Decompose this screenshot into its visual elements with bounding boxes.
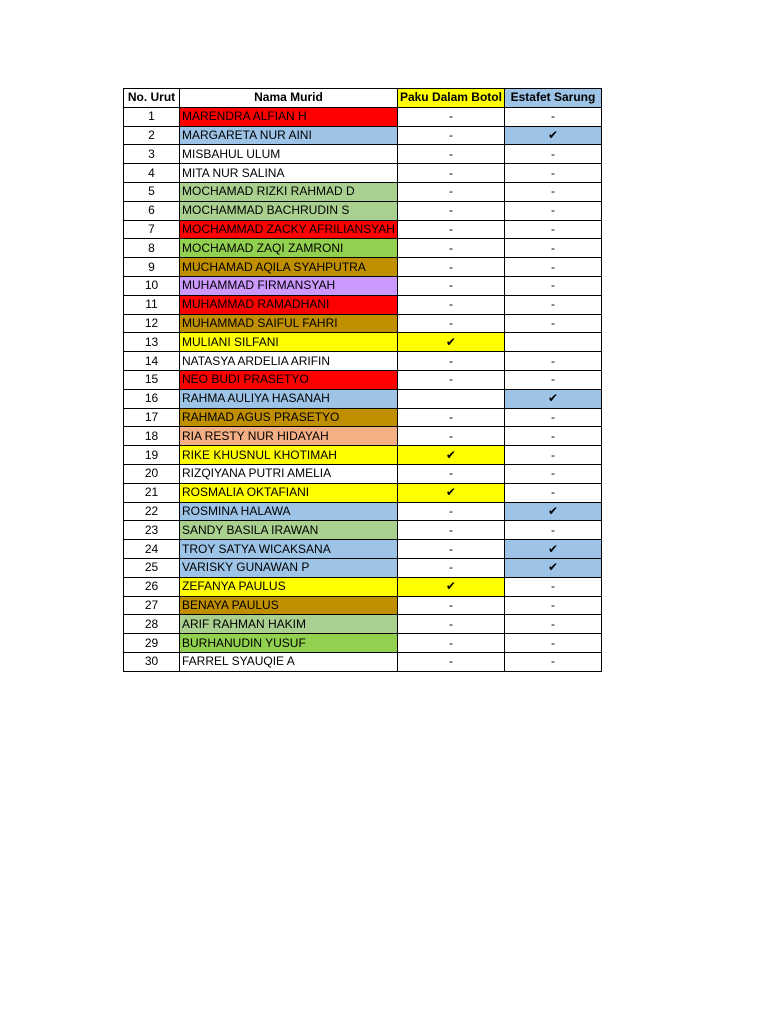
table-row [124, 502, 602, 521]
paku-dalam-botol-cell[interactable]: - [397, 314, 504, 333]
table-row [124, 164, 602, 183]
student-table [123, 88, 602, 672]
paku-dalam-botol-cell[interactable]: - [397, 258, 504, 277]
student-name-cell[interactable]: MUHAMMAD FIRMANSYAH [180, 276, 398, 295]
table-row [124, 464, 602, 483]
row-number-cell[interactable]: 19 [124, 446, 180, 465]
estafet-sarung-cell[interactable]: - [504, 483, 601, 502]
row-number-cell[interactable]: 5 [124, 182, 180, 201]
student-name-cell[interactable]: MISBAHUL ULUM [180, 145, 398, 164]
paku-dalam-botol-cell[interactable]: - [397, 521, 504, 540]
row-number-cell[interactable]: 6 [124, 201, 180, 220]
student-name-cell[interactable]: MARGARETA NUR AINI [180, 126, 398, 145]
paku-dalam-botol-cell[interactable]: - [397, 164, 504, 183]
table-row [124, 201, 602, 220]
estafet-sarung-cell[interactable]: - [504, 295, 601, 314]
row-number-cell[interactable]: 23 [124, 521, 180, 540]
estafet-sarung-cell[interactable]: - [504, 107, 601, 126]
paku-dalam-botol-cell[interactable]: - [397, 352, 504, 371]
row-number-cell[interactable]: 9 [124, 258, 180, 277]
paku-dalam-botol-cell[interactable]: ✔ [397, 483, 504, 502]
estafet-sarung-cell[interactable]: - [504, 652, 601, 671]
table-row [124, 558, 602, 577]
student-name-cell[interactable]: RIKE KHUSNUL KHOTIMAH [180, 446, 398, 465]
student-name-cell[interactable]: NATASYA ARDELIA ARIFIN [180, 352, 398, 371]
student-name-cell[interactable]: ZEFANYA PAULUS [180, 577, 398, 596]
estafet-sarung-cell[interactable]: - [504, 408, 601, 427]
paku-dalam-botol-cell[interactable]: ✔ [397, 446, 504, 465]
table-row [124, 652, 602, 671]
table-row [124, 483, 602, 502]
header-estafet-sarung[interactable]: Estafet Sarung [504, 89, 601, 108]
paku-dalam-botol-cell[interactable]: - [397, 558, 504, 577]
paku-dalam-botol-cell[interactable]: - [397, 220, 504, 239]
table-row [124, 220, 602, 239]
row-number-cell[interactable]: 22 [124, 502, 180, 521]
estafet-sarung-cell[interactable]: - [504, 596, 601, 615]
student-name-cell[interactable]: RIA RESTY NUR HIDAYAH [180, 427, 398, 446]
paku-dalam-botol-cell[interactable]: - [397, 107, 504, 126]
row-number-cell[interactable]: 28 [124, 615, 180, 634]
student-name-cell[interactable]: BENAYA PAULUS [180, 596, 398, 615]
student-name-cell[interactable]: MULIANI SILFANI [180, 333, 398, 352]
row-number-cell[interactable]: 25 [124, 558, 180, 577]
estafet-sarung-cell[interactable]: - [504, 182, 601, 201]
row-number-cell[interactable]: 10 [124, 276, 180, 295]
table-row [124, 352, 602, 371]
paku-dalam-botol-cell[interactable]: - [397, 126, 504, 145]
estafet-sarung-cell[interactable]: - [504, 615, 601, 634]
student-name-cell[interactable]: NEO BUDI PRASETYO [180, 370, 398, 389]
student-name-cell[interactable]: MUHAMMAD SAIFUL FAHRI [180, 314, 398, 333]
estafet-sarung-cell[interactable] [504, 333, 601, 352]
student-name-cell[interactable]: MOCHAMMAD BACHRUDIN S [180, 201, 398, 220]
student-name-cell[interactable]: MITA NUR SALINA [180, 164, 398, 183]
table-row [124, 276, 602, 295]
paku-dalam-botol-cell[interactable]: - [397, 201, 504, 220]
row-number-cell[interactable]: 4 [124, 164, 180, 183]
row-number-cell[interactable]: 26 [124, 577, 180, 596]
student-name-cell[interactable]: VARISKY GUNAWAN P [180, 558, 398, 577]
paku-dalam-botol-cell[interactable]: - [397, 540, 504, 559]
row-number-cell[interactable]: 1 [124, 107, 180, 126]
row-number-cell[interactable]: 24 [124, 540, 180, 559]
row-number-cell[interactable]: 11 [124, 295, 180, 314]
estafet-sarung-cell[interactable]: - [504, 201, 601, 220]
student-name-cell[interactable]: MOCHAMAD RIZKI RAHMAD D [180, 182, 398, 201]
table-row [124, 126, 602, 145]
table-row [124, 145, 602, 164]
estafet-sarung-cell[interactable]: - [504, 577, 601, 596]
table-row [124, 182, 602, 201]
student-name-cell[interactable]: ROSMINA HALAWA [180, 502, 398, 521]
estafet-sarung-cell[interactable]: ✔ [504, 502, 601, 521]
row-number-cell[interactable]: 2 [124, 126, 180, 145]
paku-dalam-botol-cell[interactable]: - [397, 239, 504, 258]
table-row [124, 408, 602, 427]
estafet-sarung-cell[interactable]: - [504, 314, 601, 333]
row-number-cell[interactable]: 3 [124, 145, 180, 164]
table-row [124, 389, 602, 408]
paku-dalam-botol-cell[interactable]: - [397, 145, 504, 164]
header-paku-dalam-botol[interactable]: Paku Dalam Botol [397, 89, 504, 108]
estafet-sarung-cell[interactable]: ✔ [504, 389, 601, 408]
row-number-cell[interactable]: 27 [124, 596, 180, 615]
row-number-cell[interactable]: 17 [124, 408, 180, 427]
header-nama-murid[interactable]: Nama Murid [180, 89, 398, 108]
table-row [124, 314, 602, 333]
table-row [124, 577, 602, 596]
table-row [124, 107, 602, 126]
student-name-cell[interactable]: MARENDRA ALFIAN H [180, 107, 398, 126]
estafet-sarung-cell[interactable]: - [504, 634, 601, 653]
student-name-cell[interactable]: SANDY BASILA IRAWAN [180, 521, 398, 540]
estafet-sarung-cell[interactable]: ✔ [504, 126, 601, 145]
student-name-cell[interactable]: MUHAMMAD RAMADHANI [180, 295, 398, 314]
paku-dalam-botol-cell[interactable]: - [397, 652, 504, 671]
estafet-sarung-cell[interactable]: ✔ [504, 540, 601, 559]
header-no-urut[interactable]: No. Urut [124, 89, 180, 108]
estafet-sarung-cell[interactable]: - [504, 258, 601, 277]
table-row [124, 427, 602, 446]
paku-dalam-botol-cell[interactable]: - [397, 295, 504, 314]
paku-dalam-botol-cell[interactable]: - [397, 370, 504, 389]
row-number-cell[interactable]: 13 [124, 333, 180, 352]
estafet-sarung-cell[interactable]: - [504, 427, 601, 446]
table-row [124, 446, 602, 465]
estafet-sarung-cell[interactable]: - [504, 239, 601, 258]
paku-dalam-botol-cell[interactable]: - [397, 408, 504, 427]
estafet-sarung-cell[interactable]: - [504, 145, 601, 164]
estafet-sarung-cell[interactable]: ✔ [504, 558, 601, 577]
student-name-cell[interactable]: TROY SATYA WICAKSANA [180, 540, 398, 559]
table-row [124, 634, 602, 653]
estafet-sarung-cell[interactable]: - [504, 352, 601, 371]
student-name-cell[interactable]: ROSMALIA OKTAFIANI [180, 483, 398, 502]
paku-dalam-botol-cell[interactable]: - [397, 502, 504, 521]
paku-dalam-botol-cell[interactable]: - [397, 615, 504, 634]
estafet-sarung-cell[interactable]: - [504, 464, 601, 483]
row-number-cell[interactable]: 20 [124, 464, 180, 483]
row-number-cell[interactable]: 21 [124, 483, 180, 502]
estafet-sarung-cell[interactable]: - [504, 446, 601, 465]
student-name-cell[interactable]: RAHMAD AGUS PRASETYO [180, 408, 398, 427]
row-number-cell[interactable]: 14 [124, 352, 180, 371]
row-number-cell[interactable]: 30 [124, 652, 180, 671]
table-row [124, 295, 602, 314]
student-name-cell[interactable]: MOCHAMMAD ZACKY AFRILIANSYAH [180, 220, 398, 239]
student-name-cell[interactable]: MOCHAMAD ZAQI ZAMRONI [180, 239, 398, 258]
paku-dalam-botol-cell[interactable]: ✔ [397, 577, 504, 596]
student-name-cell[interactable]: MUCHAMAD AQILA SYAHPUTRA [180, 258, 398, 277]
estafet-sarung-cell[interactable]: - [504, 220, 601, 239]
student-name-cell[interactable]: ARIF RAHMAN HAKIM [180, 615, 398, 634]
header-row [124, 89, 602, 108]
table-row [124, 521, 602, 540]
row-number-cell[interactable]: 16 [124, 389, 180, 408]
estafet-sarung-cell[interactable]: - [504, 276, 601, 295]
paku-dalam-botol-cell[interactable]: - [397, 634, 504, 653]
estafet-sarung-cell[interactable]: - [504, 370, 601, 389]
row-number-cell[interactable]: 8 [124, 239, 180, 258]
row-number-cell[interactable]: 29 [124, 634, 180, 653]
student-name-cell[interactable]: RAHMA AULIYA HASANAH [180, 389, 398, 408]
student-name-cell[interactable]: RIZQIYANA PUTRI AMELIA [180, 464, 398, 483]
table-row [124, 615, 602, 634]
paku-dalam-botol-cell[interactable]: - [397, 276, 504, 295]
student-name-cell[interactable]: BURHANUDIN YUSUF [180, 634, 398, 653]
row-number-cell[interactable]: 18 [124, 427, 180, 446]
table-row [124, 258, 602, 277]
estafet-sarung-cell[interactable]: - [504, 164, 601, 183]
paku-dalam-botol-cell[interactable]: - [397, 464, 504, 483]
paku-dalam-botol-cell[interactable]: - [397, 182, 504, 201]
row-number-cell[interactable]: 7 [124, 220, 180, 239]
paku-dalam-botol-cell[interactable]: - [397, 596, 504, 615]
paku-dalam-botol-cell[interactable]: ✔ [397, 333, 504, 352]
table-row [124, 540, 602, 559]
estafet-sarung-cell[interactable]: - [504, 521, 601, 540]
table-row [124, 370, 602, 389]
row-number-cell[interactable]: 15 [124, 370, 180, 389]
student-name-cell[interactable]: FARREL SYAUQIE A [180, 652, 398, 671]
table-row [124, 239, 602, 258]
paku-dalam-botol-cell[interactable] [397, 389, 504, 408]
row-number-cell[interactable]: 12 [124, 314, 180, 333]
table-body [124, 107, 602, 671]
table-row [124, 596, 602, 615]
table-row [124, 333, 602, 352]
paku-dalam-botol-cell[interactable]: - [397, 427, 504, 446]
